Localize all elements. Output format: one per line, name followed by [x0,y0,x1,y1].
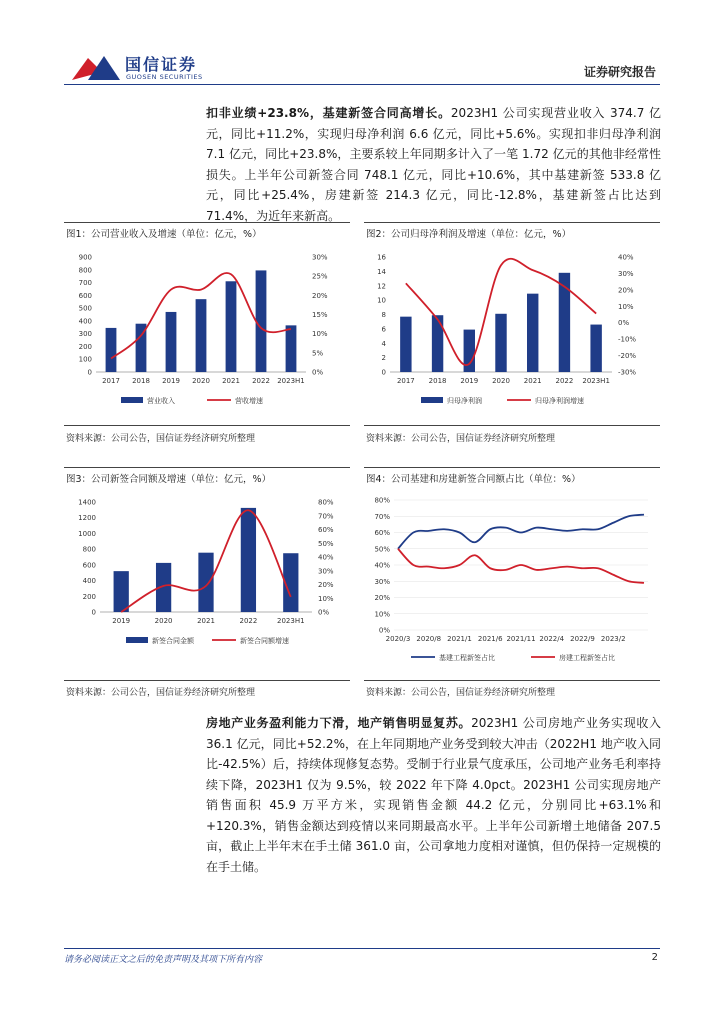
x-tick-label: 2021 [222,377,240,385]
bar-2018 [432,315,443,372]
y-tick-label: 0 [91,608,96,617]
y-tick-label: 80% [374,496,390,505]
x-tick-label: 2018 [132,377,150,385]
bar-2020 [495,314,506,372]
chart-contract-share [366,490,660,670]
figure-2-source: 资料来源：公司公告，国信证券经济研究所整理 [366,434,556,444]
bar-2022 [559,273,570,372]
y2-tick-label: 30% [312,253,328,262]
x-tick-label: 2023/2 [600,635,626,643]
x-tick-label: 2020 [154,617,173,625]
y-tick-label: 1000 [78,529,96,538]
page-number: 2 [651,952,658,963]
bar-2022 [256,270,267,372]
y2-tick-label: 60% [318,526,334,534]
y-tick-label: 700 [78,279,92,288]
header-divider [64,84,660,85]
x-tick-label: 2020 [192,377,210,385]
y-tick-label: 900 [78,253,92,262]
y-tick-label: 200 [78,342,92,351]
y-tick-label: 16 [377,253,386,262]
x-tick-label: 2017 [102,377,120,385]
figure-top-rule [364,222,660,223]
legend-label: 房建工程新签占比 [559,654,615,662]
y-tick-label: 10% [374,610,390,619]
y-tick-label: 0% [378,626,390,635]
y-tick-label: 1200 [78,514,96,523]
brand-logo-icon [70,52,122,84]
x-tick-label: 2021/11 [506,635,536,643]
y2-tick-label: 5% [312,349,324,358]
y-tick-label: 400 [78,317,92,326]
y2-tick-label: 80% [318,498,334,507]
x-tick-label: 2020/8 [416,635,442,643]
x-tick-label: 2019 [112,617,131,625]
x-tick-label: 2021/6 [477,635,503,643]
bar-2023H1 [590,325,601,372]
bar-2021 [527,294,538,372]
figure-bottom-rule [364,680,660,681]
y-tick-label: 4 [381,339,386,348]
footer-disclaimer: 请务必阅读正文之后的免责声明及其项下所有内容 [64,955,263,965]
y2-tick-label: 10% [618,302,634,311]
y2-tick-label: 10% [318,594,334,603]
y2-tick-label: 25% [312,272,328,281]
x-tick-label: 2023H1 [277,377,305,385]
y-tick-label: 800 [78,266,92,275]
y-tick-label: 14 [377,267,386,276]
y-tick-label: 70% [374,512,390,521]
x-tick-label: 2019 [460,377,479,385]
x-tick-label: 2021/1 [447,635,472,643]
y-tick-label: 0 [87,368,92,377]
bar-2017 [400,317,411,372]
legend-swatch-bar [121,397,143,403]
y-tick-label: 50% [374,545,390,554]
y2-tick-label: 40% [318,553,334,562]
x-tick-label: 2023H1 [277,617,305,625]
x-tick-label: 2020 [492,377,510,385]
y2-tick-label: -30% [618,368,637,377]
bar-2017 [106,328,117,372]
figure-4-source: 资料来源：公司公告，国信证券经济研究所整理 [366,688,556,698]
figure-1-title: 图1：公司营业收入及增速（单位：亿元，%） [66,229,262,240]
paragraph-body: 2023H1 公司房地产业务实现收入 36.1 亿元，同比+52.2%，在上年同期地产业务受到较大冲击（2022H1 地产收入同比-42.5%）后，持续体现修复态势。受制于行业景气度承压，公司地产业务毛利率持续下降，2023H1 仅为 9.5%，较 2022 年下降 4.0pct。2023H1 公司实现房地产销售面积 45.9 万平方米，实现销售金额 44.2 亿元，分别同比+63.1%和+120.3%，销售金额达到疫情以来同期最高水平。上半年公司新增土地储备 207.5 亩，截止上半年末在手土储 361.0 亩，公司拿地力度相对谨慎，但仍保持一定规模的在手土储。 [206,716,661,874]
brand-name-en: GUOSEN SECURITIES [126,73,203,81]
legend-label: 营收增速 [235,397,263,405]
y-tick-label: 200 [82,592,96,601]
y2-tick-label: 20% [312,291,328,300]
y-tick-label: 2 [381,354,386,363]
figure-bottom-rule [64,425,350,426]
bar-2021 [198,553,213,612]
y-tick-label: 6 [381,325,386,334]
x-tick-label: 2022 [239,617,258,625]
y2-tick-label: 0% [318,608,330,617]
y-tick-label: 100 [78,355,92,364]
y-tick-label: 600 [78,291,92,300]
legend-label: 营业收入 [147,397,175,405]
bar-2023H1 [286,325,297,372]
y-tick-label: 800 [82,545,96,554]
y2-tick-label: 50% [318,539,334,548]
y2-tick-label: -10% [618,335,637,344]
x-tick-label: 2021 [197,617,215,625]
y-tick-label: 1400 [78,498,96,507]
y2-tick-label: 15% [312,311,328,319]
y-tick-label: 600 [82,561,96,570]
footer-divider [64,948,660,949]
y-tick-label: 8 [381,311,386,319]
y2-tick-label: 70% [318,512,334,521]
figure-top-rule [364,467,660,468]
chart-net-profit [366,245,660,415]
y-tick-label: 12 [377,282,386,291]
x-tick-label: 2018 [428,377,447,385]
x-tick-label: 2017 [396,377,415,385]
figure-top-rule [64,467,350,468]
x-tick-label: 2022 [555,377,574,385]
line-基建工程新签占比 [398,515,644,549]
line-房建工程新签占比 [398,549,644,583]
legend-label: 新签合同金额 [152,637,194,645]
y-tick-label: 400 [82,577,96,586]
y-tick-label: 60% [374,529,390,537]
x-tick-label: 2022/4 [539,635,565,643]
x-tick-label: 2022/9 [570,635,595,643]
x-tick-label: 2022 [252,377,270,385]
report-type-label: 证券研究报告 [583,65,656,79]
bar-2020 [196,299,207,372]
legend-label: 新签合同额增速 [240,637,289,645]
y-tick-label: 40% [374,561,390,570]
y2-tick-label: 40% [618,253,634,262]
paragraph-real-estate [206,713,661,877]
y-tick-label: 10 [377,296,386,305]
legend-swatch-bar [126,637,148,643]
y2-tick-label: 20% [618,286,634,295]
y-tick-label: 300 [78,330,92,339]
x-tick-label: 2023H1 [582,377,610,385]
figure-4-title: 图4：公司基建和房建新签合同额占比（单位：%） [366,474,581,485]
y2-tick-label: 30% [318,567,334,576]
brand-name: 国信证券 [125,55,198,74]
y-tick-label: 30% [374,577,390,586]
figure-bottom-rule [64,680,350,681]
bar-2022 [241,508,256,612]
y-tick-label: 20% [374,594,390,602]
y2-tick-label: -20% [618,352,637,361]
figure-3-title: 图3：公司新签合同额及增速（单位：亿元，%） [66,474,272,485]
figure-bottom-rule [364,425,660,426]
y2-tick-label: 30% [618,269,634,278]
figure-top-rule [64,222,350,223]
y2-tick-label: 20% [318,581,334,589]
legend-label: 基建工程新签占比 [439,654,495,662]
figure-3-source: 资料来源：公司公告，国信证券经济研究所整理 [66,688,256,698]
paragraph-lead: 房地产业务盈利能力下滑，地产销售明显复苏。 [206,716,472,730]
chart-new-contracts [66,490,350,670]
x-tick-label: 2020/3 [385,635,411,643]
legend-swatch-bar [421,397,443,403]
y2-tick-label: 0% [618,319,630,328]
bar-2021 [226,281,237,372]
paragraph-body: 2023H1 公司实现营业收入 374.7 亿元，同比+11.2%，实现归母净利润 6.6 亿元，同比+5.6%。实现扣非归母净利润 7.1 亿元，同比+23.8%，主要系较上年同期多计入了一笔 1.72 亿元的其他非经常性损失。上半年公司新签合同 748.1 亿元，同比+10.6%，其中基建新签 533.8 亿元，同比+25.4%，房建新签 214.3 亿元，同比-12.8%，基建新签占比达到 71.4%，为近年来新高。 [206,106,662,223]
paragraph-lead: 扣非业绩+23.8%，基建新签合同高增长。 [206,106,451,120]
legend-label: 归母净利润 [447,397,482,405]
y2-tick-label: 10% [312,330,328,339]
x-tick-label: 2021 [523,377,542,385]
y-tick-label: 500 [78,304,92,313]
figure-2-title: 图2：公司归母净利润及增速（单位：亿元，%） [366,229,572,240]
legend-label: 归母净利润增速 [535,397,584,405]
paragraph-performance [206,103,661,226]
y2-tick-label: 0% [312,368,324,377]
figure-1-source: 资料来源：公司公告，国信证券经济研究所整理 [66,434,256,444]
chart-revenue [66,245,350,415]
bar-2019 [114,571,129,612]
x-tick-label: 2019 [162,377,180,385]
bar-2019 [166,312,177,372]
y-tick-label: 0 [381,368,386,377]
